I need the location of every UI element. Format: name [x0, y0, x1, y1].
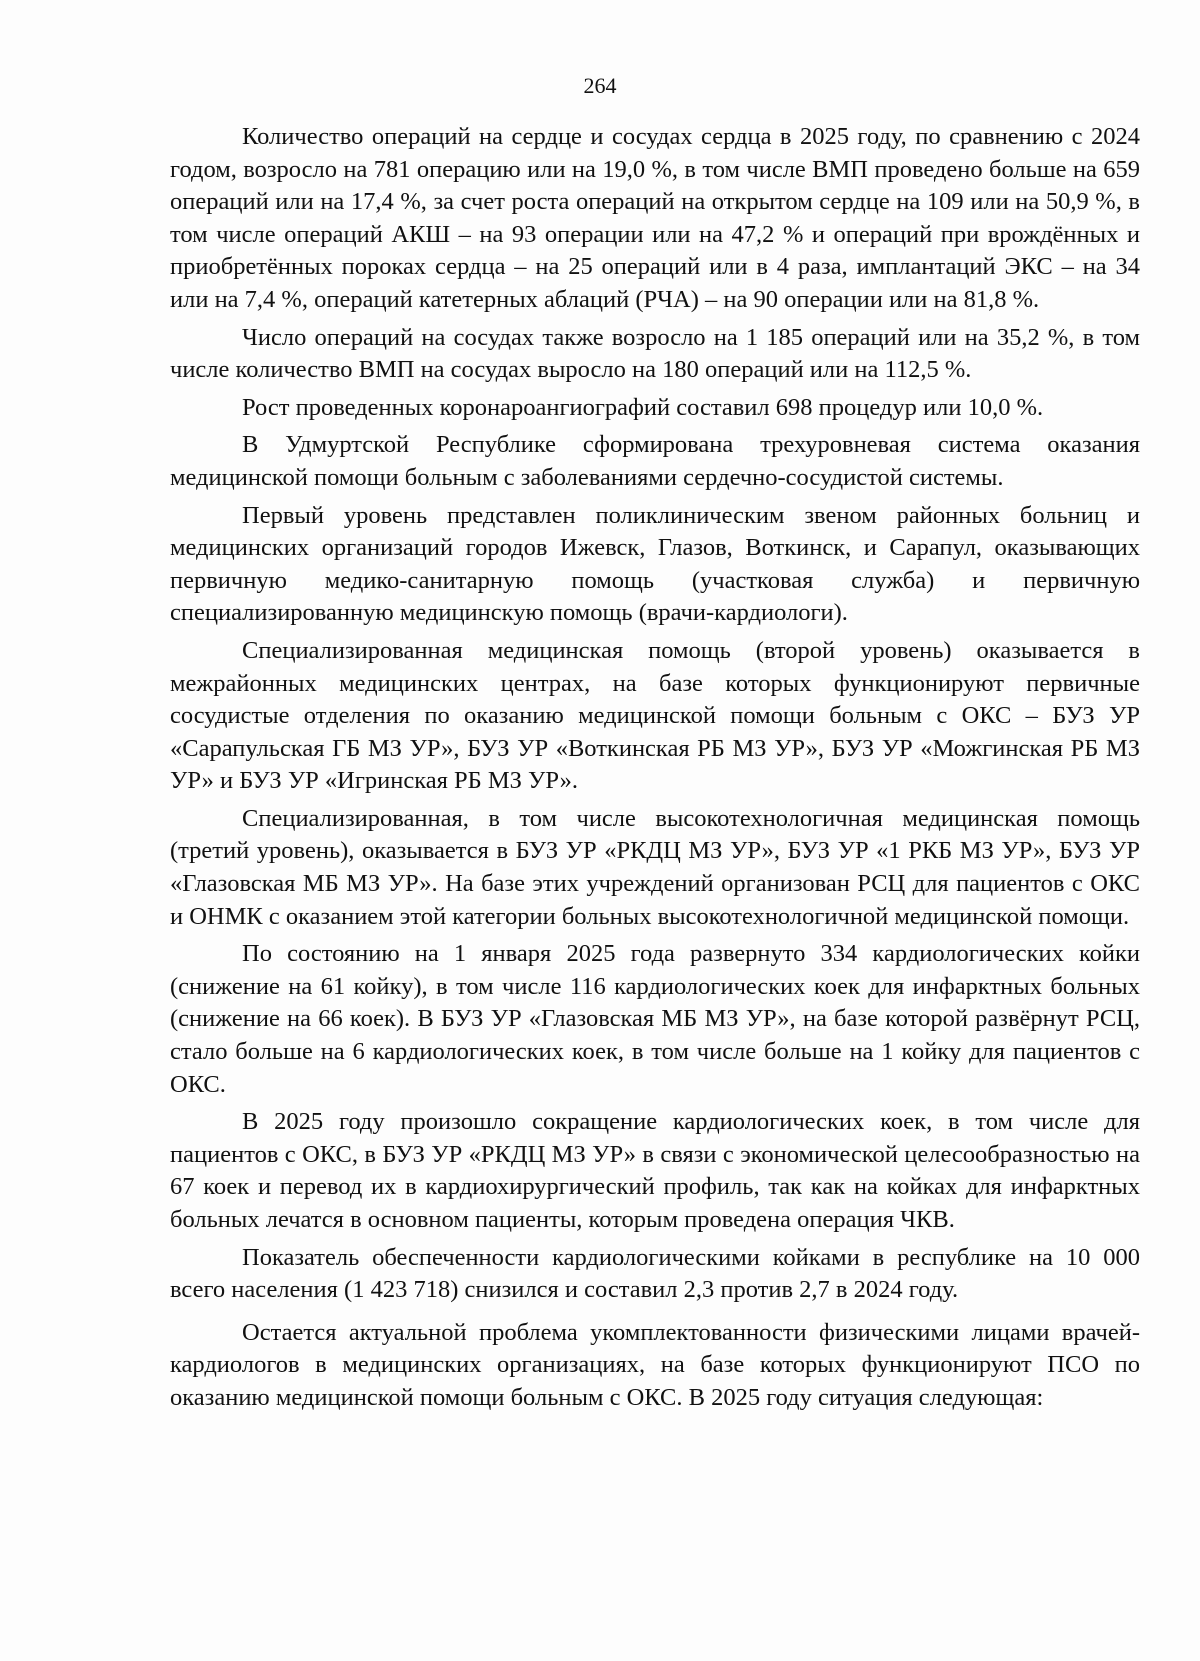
paragraph-bed-provision: Показатель обеспеченности кардиологическими койками в республике на 10 000 всего населения (1 423 718) снизился и составил 2,3 против 2,7 в 2024 году.	[170, 1243, 1140, 1304]
paragraph-vascular-surgery-stats: Число операций на сосудах также возросло на 1 185 операций или на 35,2 %, в том числе количество ВМП на сосудах выросло на 180 операций или на 112,5 %.	[170, 323, 1140, 384]
paragraph-staffing-problem: Остается актуальной проблема укомплектованности физическими лицами врачей-кардиологов в медицинских организациях, на базе которых функционируют ПСО по оказанию медицинской помощи больным с ОКС. В 2025 году ситуация следующая:	[170, 1318, 1140, 1411]
paragraph-bed-reduction: В 2025 году произошло сокращение кардиологических коек, в том числе для пациентов с ОКС, в БУЗ УР «РКДЦ МЗ УР» в связи с экономической целесообразностью на 67 коек и перевод их в кардиохирургический профиль, так как на койках для инфарктных больных лечатся в основном пациенты, которым проведена операция ЧКВ.	[170, 1108, 1140, 1233]
page-number: 264	[583, 73, 617, 98]
paragraph-coronary-angiography: Рост проведенных коронароангиографий составил 698 процедур или 10,0 %.	[242, 393, 1044, 421]
paragraph-first-level: Первый уровень представлен поликлиническим звеном районных больниц и медицинских организаций городов Ижевск, Глазов, Воткинск, и Сарапул, оказывающих первичную медико-санитарную помощь (участковая служба) и первичную специализированную медицинскую помощь (врачи-кардиологи).	[170, 501, 1140, 627]
paragraph-bed-count: По состоянию на 1 января 2025 года развернуто 334 кардиологических койки (снижение на 61 койку), в том числе 116 кардиологических коек для инфарктных больных (снижение на 66 коек). В БУЗ УР «Глазовская МБ МЗ УР», на базе которой развёрнут РСЦ, стало больше на 6 кардиологических коек, в том числе больше на 1 койку для пациентов с ОКС.	[170, 940, 1140, 1098]
document-body	[170, 121, 1140, 1420]
paragraph-third-level: Специализированная, в том числе высокотехнологичная медицинская помощь (третий уровень), оказывается в БУЗ УР «РКДЦ МЗ УР», БУЗ УР «1 РКБ МЗ УР», БУЗ УР «Глазовская МБ МЗ УР». На базе этих учреждений организован РСЦ для пациентов с ОКС и ОНМК с оказанием этой категории больных высокотехнологичной медицинской помощи.	[170, 804, 1140, 930]
paragraph-heart-surgery-stats: Количество операций на сердце и сосудах сердца в 2025 году, по сравнению с 2024 годом, возросло на 781 операцию или на 19,0 %, в том числе ВМП проведено больше на 659 операций или на 17,4 %, за счет роста операций на открытом сердце на 109 или на 50,9 %, в том числе операций АКШ – на 93 операции или на 47,2 % и операций при врождённых и приобретённых пороках сердца – на 25 операций или в 4 раза, имплантаций ЭКС – на 34 или на 7,4 %, операций катетерных аблаций (РЧА) – на 90 операции или на 81,8 %.	[170, 123, 1140, 313]
paragraph-three-level-system: В Удмуртской Республике сформирована трехуровневая система оказания медицинской помощи больным с заболеваниями сердечно-сосудистой системы.	[170, 431, 1140, 491]
paragraph-second-level: Специализированная медицинская помощь (второй уровень) оказывается в межрайонных медицинских центрах, на базе которых функционируют первичные сосудистые отделения по оказанию медицинской помощи больным с ОКС – БУЗ УР «Сарапульская ГБ МЗ УР», БУЗ УР «Воткинская РБ МЗ УР», БУЗ УР «Можгинская РБ МЗ УР» и БУЗ УР «Игринская РБ МЗ УР».	[170, 636, 1140, 795]
